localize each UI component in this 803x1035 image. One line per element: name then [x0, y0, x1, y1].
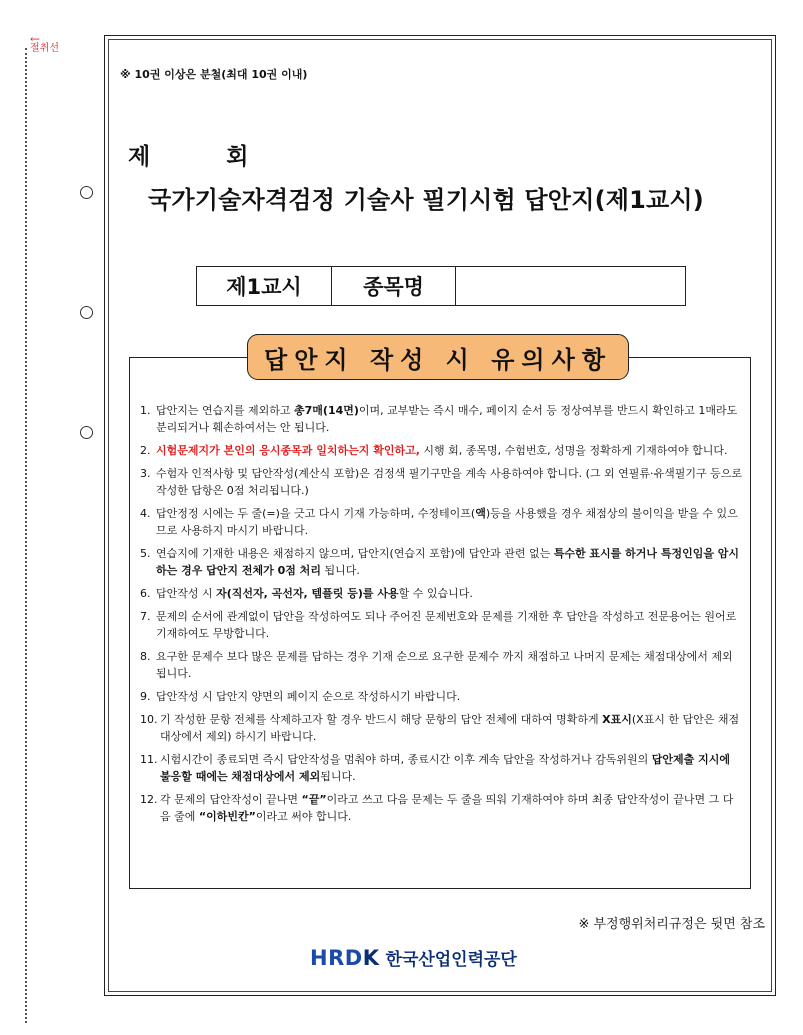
notice-item-text — [160, 751, 742, 785]
cut-line-marker — [30, 34, 59, 54]
notice-item-text — [156, 505, 742, 539]
notice-text-run: 각 문제의 답안작성이 끝나면 — [160, 793, 302, 806]
notice-top-border-left — [129, 357, 247, 358]
binding-hole — [80, 426, 93, 439]
notice-item-number: 12. — [140, 793, 158, 806]
notice-emphasis: 자(직선자, 곡선자, 템플릿 등)를 사용 — [216, 587, 399, 600]
notice-text-run: 답안정정 시에는 두 줄(=)을 긋고 다시 기재 가능하며, 수정테이프( — [156, 507, 476, 520]
notice-text-run: 됩니다. — [320, 564, 360, 577]
notice-emphasis: 총7매(14면) — [294, 404, 359, 417]
subject-table — [196, 266, 686, 306]
binding-note: ※ 10권 이상은 분철(최대 10권 이내) — [120, 68, 308, 81]
notice-item-number: 2. — [140, 444, 151, 457]
notice-item — [140, 648, 742, 682]
notice-text-run: 문제의 순서에 관계없이 답안을 작성하여도 되나 주어진 문제번호와 문제를 기재한 후 답안을 작성하고 전문용어는 원어로 기재하여도 무방합니다. — [156, 610, 737, 640]
notice-item-text — [156, 402, 742, 436]
binding-hole — [80, 186, 93, 199]
notice-item-number: 5. — [140, 547, 151, 560]
notice-text-run: 이며, 교부받는 즉시 매수, 페이지 순서 등 정상여부를 반드시 확인하고 1매라도 분리되거나 훼손하여서는 안 됩니다. — [156, 404, 738, 434]
notice-item-text — [156, 465, 742, 499]
notice-item-number: 10. — [140, 713, 158, 726]
notice-emphasis: “이하빈칸” — [198, 810, 256, 823]
notice-text-run: 답안지는 연습지를 제외하고 — [156, 404, 295, 417]
notice-item — [140, 791, 742, 825]
notice-item — [140, 608, 742, 642]
page-title: 국가기술자격검정 기술사 필기시험 답안지(제1교시) — [148, 186, 704, 214]
notice-text-run: 이라고 쓰고 다음 문제는 두 줄을 띄워 기재하여야 하며 최종 답안작성이 끝나면 그 다음 줄에 — [160, 793, 734, 823]
notice-text-run: 할 수 있습니다. — [398, 587, 473, 600]
notice-item-text — [160, 791, 742, 825]
subject-label-cell: 종목명 — [332, 267, 456, 305]
notice-item-text — [160, 711, 742, 745]
notice-item-text — [156, 442, 742, 459]
subject-name-field[interactable] — [456, 267, 685, 305]
notice-text-run: 됩니다. — [320, 770, 356, 783]
cut-line — [25, 48, 27, 1023]
binding-hole — [80, 306, 93, 319]
notice-item — [140, 402, 742, 436]
notice-item — [140, 505, 742, 539]
round-prefix: 제 — [128, 144, 151, 170]
notice-item-text — [156, 608, 742, 642]
notice-emphasis: 답안제출 지시에 불응할 때에는 채점대상에서 제외 — [160, 753, 730, 783]
notice-item — [140, 442, 742, 459]
notice-text-run: 이라고 써야 합니다. — [255, 810, 352, 823]
notice-text-run: 수험자 인적사항 및 답안작성(계산식 포함)은 검정색 필기구만을 계속 사용하여야 합니다. (그 외 연필류·유색필기구 등으로 작성한 답항은 0점 처리됩니다.) — [156, 467, 742, 497]
notice-title: 답안지 작성 시 유의사항 — [247, 334, 629, 380]
notice-emphasis: 액 — [475, 507, 486, 520]
notice-emphasis: “끝” — [301, 793, 327, 806]
notice-text-run: 답안작성 시 — [156, 587, 217, 600]
notice-emphasis: 시험문제지가 본인의 응시종목과 일치하는지 확인하고, — [156, 444, 420, 457]
notice-item-number: 9. — [140, 690, 151, 703]
notice-list — [140, 402, 742, 831]
notice-item-number: 7. — [140, 610, 151, 623]
notice-item — [140, 711, 742, 745]
notice-item-text — [156, 585, 742, 602]
notice-text-run: 답안작성 시 답안지 양면의 페이지 순으로 작성하시기 바랍니다. — [156, 690, 461, 703]
left-arrow-icon: ← — [30, 32, 41, 46]
organization-footer — [310, 945, 517, 970]
notice-text-run: 연습지에 기재한 내용은 채점하지 않으며, 답안지(연습지 포함)에 답안과 관련 없는 — [156, 547, 554, 560]
notice-emphasis: X표시 — [602, 713, 632, 726]
notice-text-run: 시험시간이 종료되면 즉시 답안작성을 멈춰야 하며, 종료시간 이후 계속 답안을 작성하거나 감독위원의 — [160, 753, 652, 766]
notice-item-text — [156, 648, 742, 682]
period-cell: 제1교시 — [197, 267, 332, 305]
logo-k: K — [362, 945, 380, 970]
fraud-rule-note: ※ 부정행위처리규정은 뒷면 참조 — [578, 917, 765, 932]
notice-item — [140, 751, 742, 785]
notice-top-border-right — [629, 357, 751, 358]
notice-item-number: 4. — [140, 507, 151, 520]
notice-item-number: 8. — [140, 650, 151, 663]
logo-text: HRD — [310, 945, 363, 970]
notice-item — [140, 545, 742, 579]
notice-item-text — [156, 545, 742, 579]
notice-text-run: )등을 사용했을 경우 채점상의 불이익을 받을 수 있으므로 사용하지 마시기 바랍니다. — [156, 507, 738, 537]
notice-item-number: 6. — [140, 587, 151, 600]
notice-text-run: 요구한 문제수 보다 많은 문제를 답하는 경우 기재 순으로 요구한 문제수 까지 채점하고 나머지 문제는 채점대상에서 제외됩니다. — [156, 650, 733, 680]
notice-text-run: 기 작성한 문항 전체를 삭제하고자 할 경우 반드시 해당 문항의 답안 전체에 대하여 명확하게 — [160, 713, 603, 726]
notice-text-run: 시행 회, 종목명, 수험번호, 성명을 정확하게 기재하여야 합니다. — [419, 444, 728, 457]
notice-item-number: 11. — [140, 753, 158, 766]
notice-item — [140, 688, 742, 705]
notice-item-text — [156, 688, 742, 705]
notice-item — [140, 465, 742, 499]
round-suffix: 회 — [226, 144, 249, 170]
notice-item-number: 3. — [140, 467, 151, 480]
organization-name: 한국산업인력공단 — [385, 950, 517, 970]
notice-item — [140, 585, 742, 602]
notice-text-run: (X표시 한 답안은 채점대상에서 제외) 하시기 바랍니다. — [160, 713, 740, 743]
exam-round — [128, 138, 248, 171]
cut-line-label: 절취선 — [30, 43, 59, 54]
hrdk-logo — [310, 946, 379, 970]
notice-emphasis: 특수한 표시를 하거나 특정인임을 암시하는 경우 답안지 전체가 0점 처리 — [156, 547, 740, 577]
notice-item-number: 1. — [140, 404, 151, 417]
